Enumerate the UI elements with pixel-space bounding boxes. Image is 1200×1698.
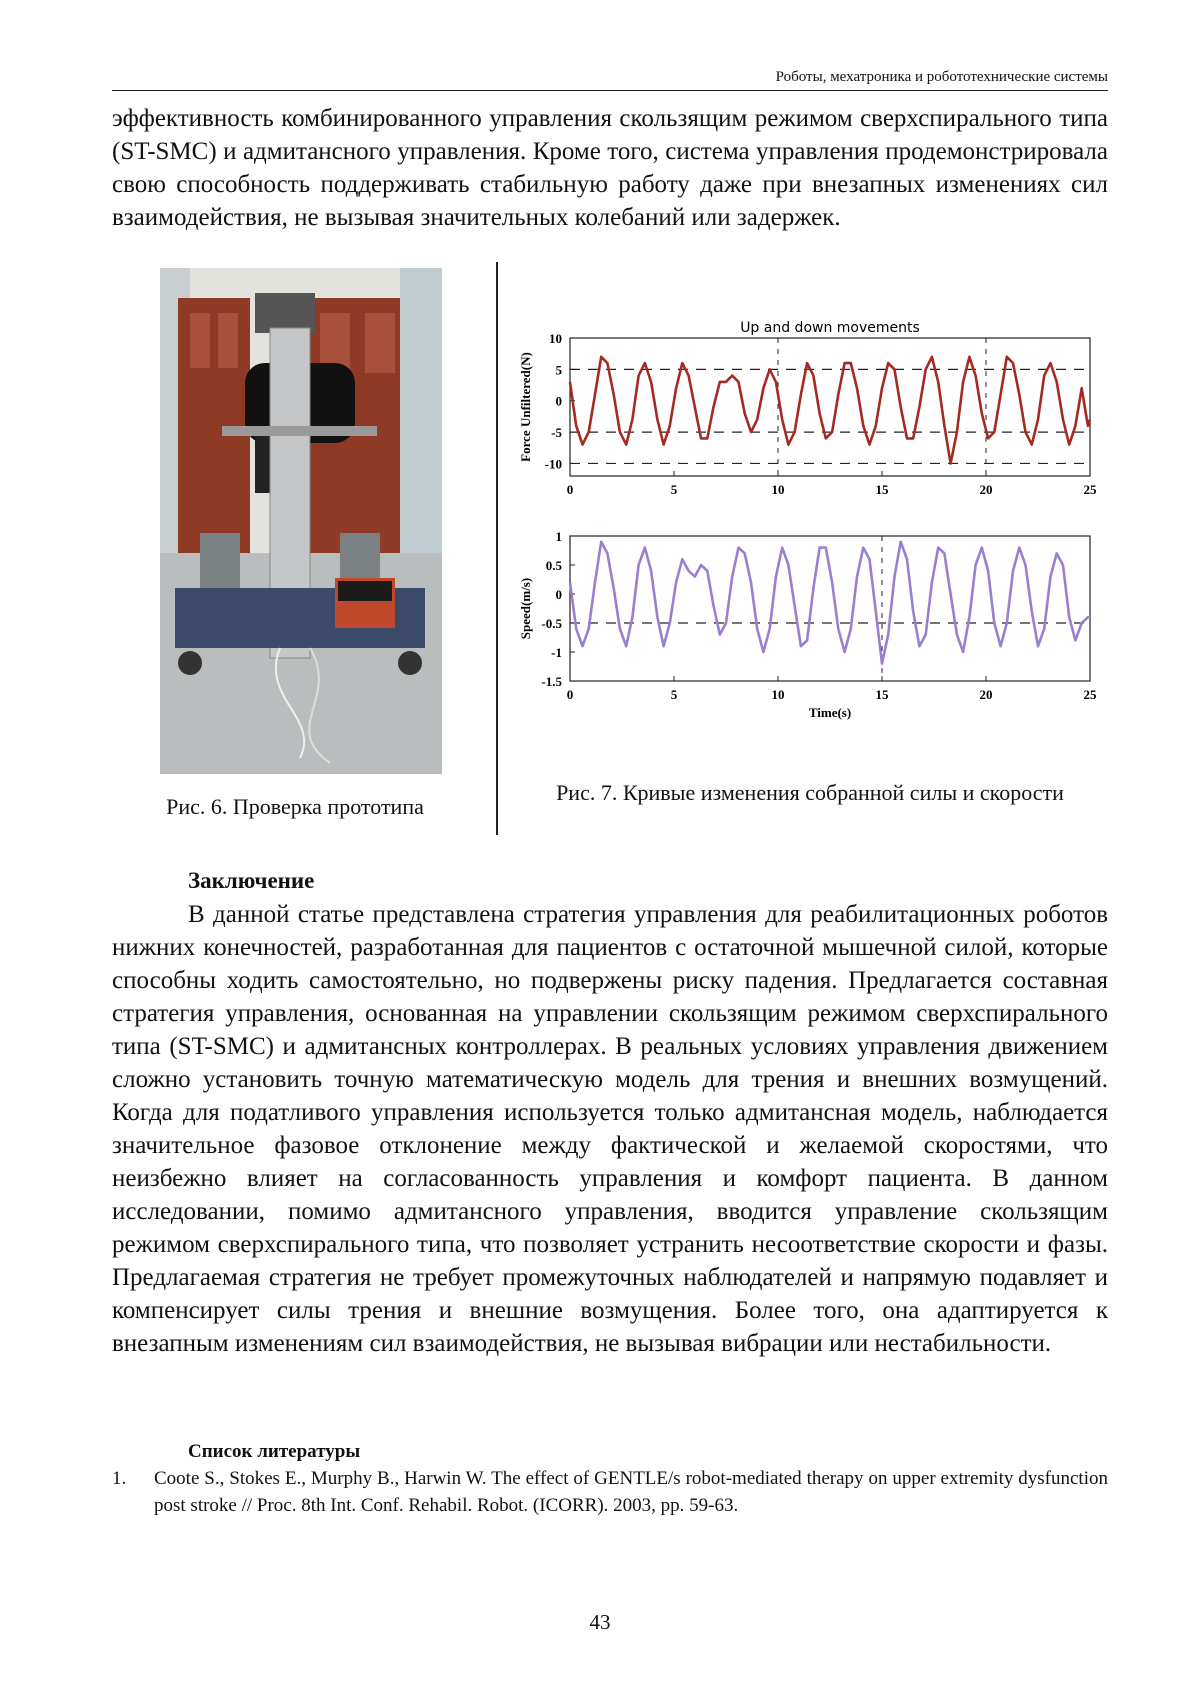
speed-chart: [510, 530, 1110, 730]
y-tick-label: -5: [551, 425, 562, 441]
reference-item: [112, 1465, 1108, 1519]
x-tick-label: 15: [875, 482, 889, 497]
conclusion-paragraph: [112, 898, 1108, 1360]
y-tick-label: 0.5: [545, 558, 562, 573]
x-tick-label: 5: [670, 687, 678, 702]
plot-frame: [570, 338, 1090, 476]
x-tick-label: 5: [670, 482, 678, 497]
reference-text: Coote S., Stokes E., Murphy B., Harwin W. The effect of GENTLE/s robot-mediated therapy on upper extremity dysfunction post stroke // Proc. 8th Int. Conf. Rehabil. Robot. (ICORR). 2003, pp. 59-63.: [154, 1468, 1108, 1516]
conclusion-heading: Заключение: [188, 868, 315, 893]
running-header: Роботы, мехатроника и робототехнические системы: [112, 66, 1108, 91]
y-tick-label: 10: [549, 331, 562, 346]
x-tick-label: 25: [1083, 687, 1097, 702]
x-axis-label: Time(s): [808, 705, 852, 720]
x-tick-label: 20: [979, 482, 993, 497]
references-heading: Список литературы: [188, 1441, 361, 1462]
y-tick-label: -0.5: [541, 616, 562, 631]
x-tick-label: 10: [771, 687, 785, 702]
y-tick-label: -1: [551, 645, 562, 660]
page-number: 43: [589, 1610, 611, 1634]
speed-chart-svg: [510, 530, 1110, 730]
x-tick-label: 10: [771, 482, 785, 497]
force-chart: [510, 316, 1110, 506]
figure7-caption: Рис. 7. Кривые изменения собранной силы и скорости: [556, 780, 1064, 805]
conclusion-text: В данной статье представлена стратегия управления для реабилитационных роботов нижних конечностей, разработанная для пациентов с остаточной мышечной силой, которые способны ходить самостоятельно, но подвержены риску падения. Предлагается составная стратегия управления, основанная на управлении скользящим режимом сверхспирального типа (ST-SMC) и адмитансных контроллерах. В реальных условиях управления движением сложно установить точную математическую модель для трения и внешних возмущений. Когда для податливого управления используется только адмитансная модель, наблюдается значительное фазовое отклонение между фактической и желаемой скоростями, что неизбежно влияет на согласованность управления и комфорт пациента. В данном исследовании, помимо адмитансного управления, вводится управление скользящим режимом сверхспирального типа, что позволяет устранить несоответствие скорости и фазы. Предлагаемая стратегия не требует промежуточных наблюдателей и напрямую подавляет и компенсирует силы трения и внешние возмущения. Более того, она адаптируется к внезапным изменениям сил взаимодействия, не вызывая вибрации или нестабильности.: [112, 901, 1108, 1357]
prototype-photo: [160, 268, 442, 774]
figure-divider: [496, 262, 498, 835]
y-tick-label: 0: [555, 393, 562, 409]
reference-number: 1.: [112, 1468, 127, 1489]
y-axis-label: Force Unfiltered(N): [518, 352, 533, 462]
y-tick-label: 5: [555, 362, 562, 378]
x-tick-label: 25: [1083, 482, 1097, 497]
y-axis-label: Speed(m/s): [518, 577, 533, 640]
prototype-photo-drawing: [160, 268, 442, 774]
chart-title: Up and down movements: [740, 320, 920, 336]
intro-paragraph: эффективность комбинированного управления скользящим режимом сверхспирального типа (ST-SMC) и адмитансного управления. Кроме того, система управления продемонстрировала свою способность поддерживать стабильную работу даже при внезапных изменениях сил взаимодействия, не вызывая значительных колебаний или задержек.: [112, 105, 1108, 231]
y-tick-label: -1.5: [541, 674, 562, 689]
y-tick-label: 0: [555, 587, 562, 602]
x-tick-label: 20: [979, 687, 993, 702]
x-tick-label: 15: [875, 687, 889, 702]
force-chart-svg: [510, 316, 1110, 506]
y-tick-label: 1: [555, 530, 562, 544]
y-tick-label: -10: [544, 456, 562, 472]
x-tick-label: 0: [566, 687, 574, 702]
figure6-caption: Рис. 6. Проверка прототипа: [166, 794, 424, 819]
x-tick-label: 0: [566, 482, 574, 497]
